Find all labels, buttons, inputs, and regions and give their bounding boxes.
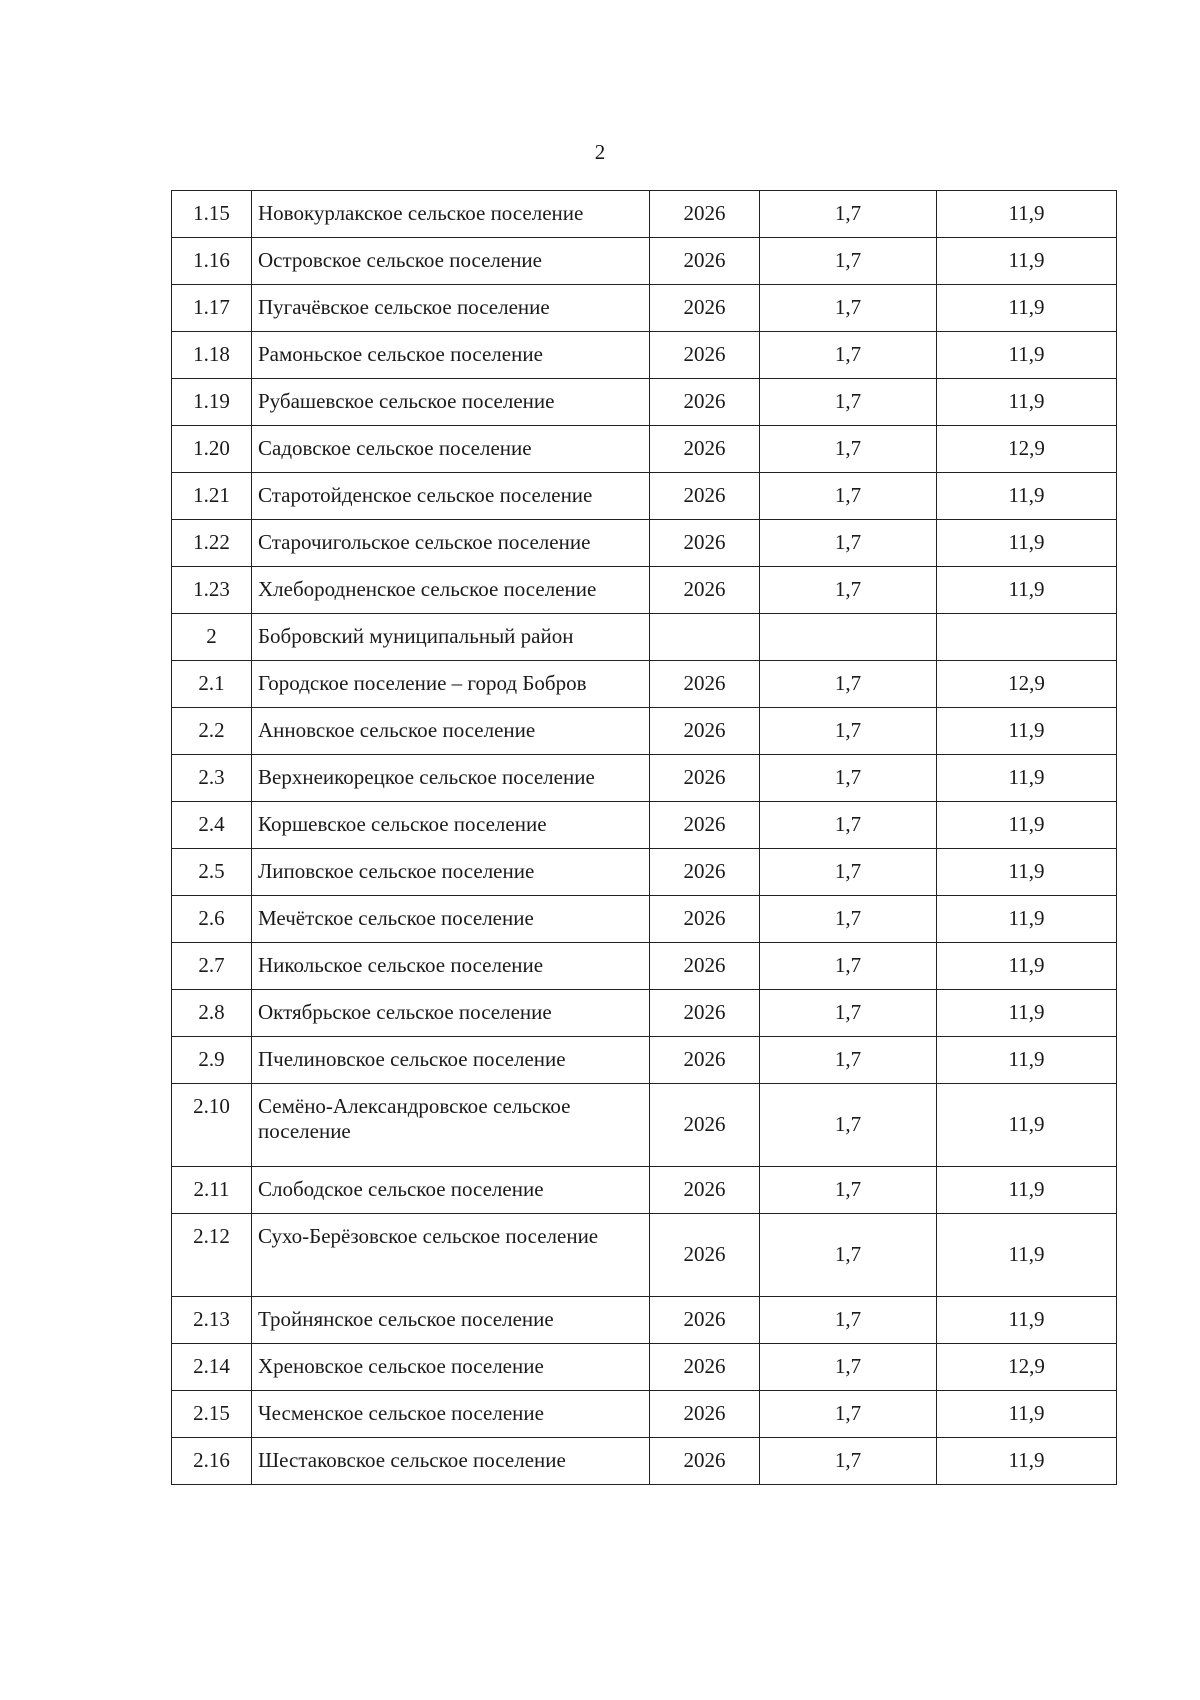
value-2-cell: 11,9: [937, 191, 1117, 238]
settlement-name-cell: Сухо-Берёзовское сельское поселение: [252, 1214, 650, 1297]
value-2-cell: 11,9: [937, 708, 1117, 755]
year-cell: 2026: [650, 1297, 760, 1344]
value-1-cell: 1,7: [760, 1037, 937, 1084]
settlement-name-cell: Липовское сельское поселение: [252, 849, 650, 896]
value-1-cell: 1,7: [760, 191, 937, 238]
table-row: [172, 1167, 1117, 1214]
row-number-cell: 1.15: [172, 191, 252, 238]
value-1-cell: 1,7: [760, 755, 937, 802]
settlement-name-cell: Верхнеикорецкое сельское поселение: [252, 755, 650, 802]
settlement-name-cell: Хреновское сельское поселение: [252, 1344, 650, 1391]
value-2-cell: 11,9: [937, 896, 1117, 943]
table-row: [172, 379, 1117, 426]
settlement-name-cell: Старотойденское сельское поселение: [252, 473, 650, 520]
table-row: [172, 990, 1117, 1037]
row-number-cell: 2.8: [172, 990, 252, 1037]
row-number-cell: 1.16: [172, 238, 252, 285]
year-cell: 2026: [650, 661, 760, 708]
year-cell: [650, 614, 760, 661]
value-2-cell: 11,9: [937, 849, 1117, 896]
value-1-cell: 1,7: [760, 379, 937, 426]
value-2-cell: 11,9: [937, 567, 1117, 614]
table-row: [172, 943, 1117, 990]
settlement-name-cell: Шестаковское сельское поселение: [252, 1438, 650, 1485]
row-number-cell: 2.11: [172, 1167, 252, 1214]
row-number-cell: 2.2: [172, 708, 252, 755]
value-2-cell: 11,9: [937, 1391, 1117, 1438]
table-row: [172, 1084, 1117, 1167]
year-cell: 2026: [650, 1167, 760, 1214]
value-1-cell: 1,7: [760, 708, 937, 755]
table-row: [172, 238, 1117, 285]
settlement-name-cell: Рубашевское сельское поселение: [252, 379, 650, 426]
value-1-cell: 1,7: [760, 802, 937, 849]
value-2-cell: 12,9: [937, 1344, 1117, 1391]
table-row: [172, 567, 1117, 614]
value-2-cell: 12,9: [937, 426, 1117, 473]
value-1-cell: 1,7: [760, 849, 937, 896]
row-number-cell: 2.10: [172, 1084, 252, 1167]
value-2-cell: 11,9: [937, 1167, 1117, 1214]
year-cell: 2026: [650, 191, 760, 238]
value-2-cell: 11,9: [937, 379, 1117, 426]
value-1-cell: 1,7: [760, 285, 937, 332]
value-1-cell: 1,7: [760, 1084, 937, 1167]
table-row: [172, 1037, 1117, 1084]
year-cell: 2026: [650, 1391, 760, 1438]
value-2-cell: 11,9: [937, 755, 1117, 802]
settlement-name-cell: Пугачёвское сельское поселение: [252, 285, 650, 332]
table-row: [172, 332, 1117, 379]
row-number-cell: 2.6: [172, 896, 252, 943]
row-number-cell: 2.16: [172, 1438, 252, 1485]
page-number: 2: [594, 140, 606, 164]
value-2-cell: 11,9: [937, 285, 1117, 332]
settlements-table: [171, 190, 1117, 1485]
year-cell: 2026: [650, 943, 760, 990]
table-row: [172, 426, 1117, 473]
value-1-cell: 1,7: [760, 473, 937, 520]
table-row: [172, 1344, 1117, 1391]
settlement-name-cell: Октябрьское сельское поселение: [252, 990, 650, 1037]
table-row: [172, 1438, 1117, 1485]
table-body: [172, 191, 1117, 1485]
value-2-cell: 11,9: [937, 1084, 1117, 1167]
year-cell: 2026: [650, 285, 760, 332]
value-2-cell: [937, 614, 1117, 661]
settlement-name-cell: Старочигольское сельское поселение: [252, 520, 650, 567]
row-number-cell: 1.17: [172, 285, 252, 332]
settlement-name-cell: Чесменское сельское поселение: [252, 1391, 650, 1438]
table-row: [172, 708, 1117, 755]
settlement-name-cell: Семёно-Александровское сельское поселение: [252, 1084, 650, 1167]
settlement-name-cell: Островское сельское поселение: [252, 238, 650, 285]
year-cell: 2026: [650, 990, 760, 1037]
table-row: [172, 1214, 1117, 1297]
row-number-cell: 2.1: [172, 661, 252, 708]
value-2-cell: 11,9: [937, 943, 1117, 990]
value-2-cell: 11,9: [937, 990, 1117, 1037]
row-number-cell: 1.19: [172, 379, 252, 426]
row-number-cell: 2.12: [172, 1214, 252, 1297]
value-2-cell: 11,9: [937, 1037, 1117, 1084]
value-1-cell: 1,7: [760, 1438, 937, 1485]
value-1-cell: 1,7: [760, 332, 937, 379]
settlement-name-cell: Пчелиновское сельское поселение: [252, 1037, 650, 1084]
year-cell: 2026: [650, 238, 760, 285]
value-1-cell: 1,7: [760, 1214, 937, 1297]
value-1-cell: 1,7: [760, 1344, 937, 1391]
value-2-cell: 11,9: [937, 1297, 1117, 1344]
value-1-cell: 1,7: [760, 661, 937, 708]
row-number-cell: 2.7: [172, 943, 252, 990]
settlement-name-cell: Тройнянское сельское поселение: [252, 1297, 650, 1344]
value-2-cell: 11,9: [937, 802, 1117, 849]
table-row: [172, 520, 1117, 567]
settlement-name-cell: Рамоньское сельское поселение: [252, 332, 650, 379]
year-cell: 2026: [650, 1037, 760, 1084]
row-number-cell: 1.18: [172, 332, 252, 379]
value-1-cell: [760, 614, 937, 661]
row-number-cell: 1.23: [172, 567, 252, 614]
year-cell: 2026: [650, 896, 760, 943]
value-1-cell: 1,7: [760, 990, 937, 1037]
value-2-cell: 11,9: [937, 520, 1117, 567]
value-2-cell: 11,9: [937, 332, 1117, 379]
table-row: [172, 896, 1117, 943]
value-2-cell: 11,9: [937, 1214, 1117, 1297]
value-1-cell: 1,7: [760, 567, 937, 614]
row-number-cell: 2.14: [172, 1344, 252, 1391]
value-1-cell: 1,7: [760, 1167, 937, 1214]
row-number-cell: 2.15: [172, 1391, 252, 1438]
table-row: [172, 614, 1117, 661]
table-row: [172, 661, 1117, 708]
year-cell: 2026: [650, 473, 760, 520]
value-1-cell: 1,7: [760, 943, 937, 990]
value-1-cell: 1,7: [760, 426, 937, 473]
value-1-cell: 1,7: [760, 896, 937, 943]
row-number-cell: 2.3: [172, 755, 252, 802]
settlement-name-cell: Анновское сельское поселение: [252, 708, 650, 755]
row-number-cell: 1.22: [172, 520, 252, 567]
settlement-name-cell: Хлебородненское сельское поселение: [252, 567, 650, 614]
value-2-cell: 11,9: [937, 1438, 1117, 1485]
year-cell: 2026: [650, 426, 760, 473]
table-row: [172, 1391, 1117, 1438]
value-2-cell: 12,9: [937, 661, 1117, 708]
row-number-cell: 1.20: [172, 426, 252, 473]
value-1-cell: 1,7: [760, 1297, 937, 1344]
settlement-name-cell: Никольское сельское поселение: [252, 943, 650, 990]
year-cell: 2026: [650, 1438, 760, 1485]
year-cell: 2026: [650, 849, 760, 896]
year-cell: 2026: [650, 567, 760, 614]
settlement-name-cell: Новокурлакское сельское поселение: [252, 191, 650, 238]
table-row: [172, 285, 1117, 332]
row-number-cell: 2.9: [172, 1037, 252, 1084]
settlement-name-cell: Бобровский муниципальный район: [252, 614, 650, 661]
settlement-name-cell: Городское поселение – город Бобров: [252, 661, 650, 708]
settlement-name-cell: Коршевское сельское поселение: [252, 802, 650, 849]
year-cell: 2026: [650, 802, 760, 849]
settlement-name-cell: Садовское сельское поселение: [252, 426, 650, 473]
year-cell: 2026: [650, 520, 760, 567]
value-2-cell: 11,9: [937, 473, 1117, 520]
year-cell: 2026: [650, 1084, 760, 1167]
year-cell: 2026: [650, 708, 760, 755]
table-row: [172, 802, 1117, 849]
value-2-cell: 11,9: [937, 238, 1117, 285]
year-cell: 2026: [650, 379, 760, 426]
row-number-cell: 2: [172, 614, 252, 661]
table-row: [172, 849, 1117, 896]
row-number-cell: 2.13: [172, 1297, 252, 1344]
value-1-cell: 1,7: [760, 1391, 937, 1438]
row-number-cell: 2.5: [172, 849, 252, 896]
table-row: [172, 1297, 1117, 1344]
table-row: [172, 755, 1117, 802]
settlement-name-cell: Слободское сельское поселение: [252, 1167, 650, 1214]
year-cell: 2026: [650, 1214, 760, 1297]
year-cell: 2026: [650, 1344, 760, 1391]
row-number-cell: 1.21: [172, 473, 252, 520]
row-number-cell: 2.4: [172, 802, 252, 849]
year-cell: 2026: [650, 332, 760, 379]
table-row: [172, 191, 1117, 238]
value-1-cell: 1,7: [760, 238, 937, 285]
settlement-name-cell: Мечётское сельское поселение: [252, 896, 650, 943]
year-cell: 2026: [650, 755, 760, 802]
table-row: [172, 473, 1117, 520]
value-1-cell: 1,7: [760, 520, 937, 567]
